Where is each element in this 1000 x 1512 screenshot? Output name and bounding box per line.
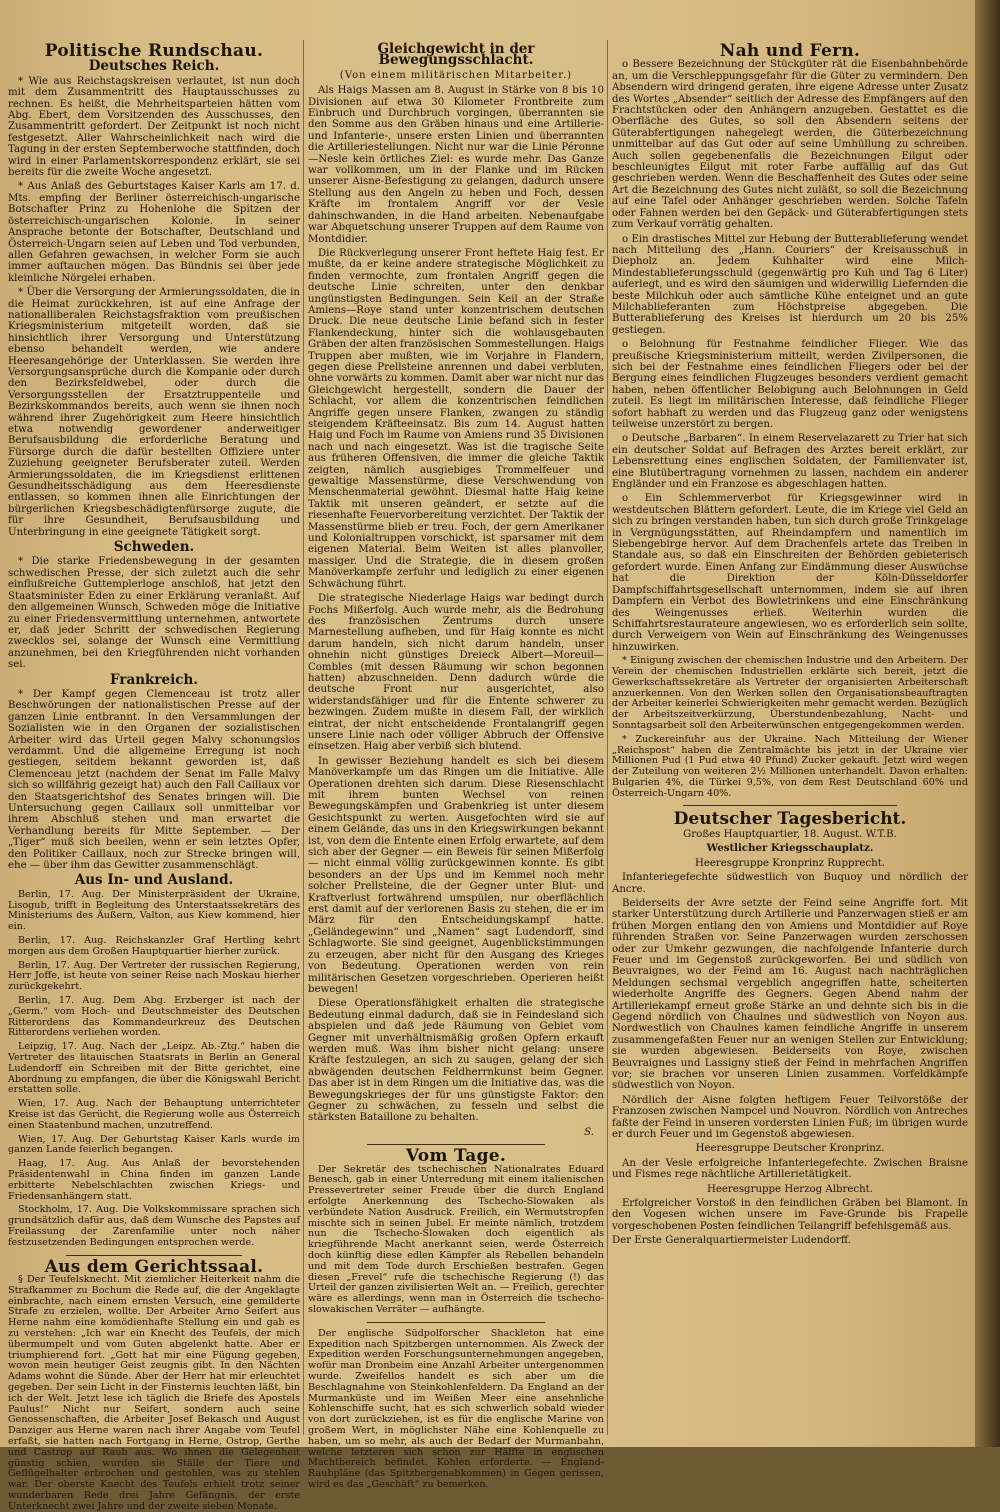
- column-3: [612, 40, 968, 1440]
- news-item: Berlin, 17. Aug. Dem Abg. Erzberger ist nach der „Germ.“ vom Hoch- und Deutschmeister des Deutschen Ritterordens das Kommandeurkreuz des Deutschen Ritterordens verliehen worden.: [8, 995, 300, 1039]
- news-item: Wien, 17. Aug. Der Geburtstag Kaiser Karls wurde im ganzen Lande feierlich begangen.: [8, 1133, 300, 1156]
- article-title-gleichgewicht: Gleichgewicht in der Bewegungsschlacht.: [377, 41, 535, 69]
- article-paragraph: Der Sekretär des tschechischen Nationalrates Eduard Benesch, gab in einer Unterredung mit einem italienischen Pressevertreter seiner Freude über die durch England erfolgte Anerkennung des Tschecho-Slowaken als verbündete Nation Ausdruck. Freilich, ein Wermutstropfen mischte sich in seinen Jubel. Er meinte nämlich, trotzdem nun die Tschecho-Slowaken doch eigentlich als kriegführende Macht anerkannt seien, werde Österreich doch künftig diese edlen Kämpfer als Rebellen behandeln und mit dem Tode durch Erschießen bestrafen. Gegen diesen „Frevel“ rufe die tschechische Regierung (!) das Urteil der ganzen zivilisierten Welt an. — Freilich, gerechter wäre es allerdings, wenn man in Österreich die tschecho-slowakischen Verräter — aufhängte.: [308, 1163, 604, 1315]
- report-paragraph: An der Vesle erfolgreiche Infanteriegefechte. Zwischen Braisne und Fismes rege nächtliche Artillerietätigkeit.: [612, 1157, 968, 1181]
- dateline: Großes Hauptquartier, 18. August. W.T.B.: [683, 828, 897, 840]
- article-paragraph: o Ein Schlemmerverbot für Kriegsgewinner wird in westdeutschen Blättern gefordert. Leute, die im Kriege viel Geld an sich zu bringen verstanden haben, tun sich durch große Trinkgelage in Vergnügungsstätten, auf Rheindampfern und namentlich im Siebengebirge hervor. Auf dem Drachenfels artete das Treiben in Standale aus, so daß ein Einschreiten der Behörden gebieterisch gefordert wurde. Einen Anfang zur Eindämmung dieser Auswüchse hat die Direktion der Köln-Düsseldorfer Dampfschiffahrtsgesellschaft unternommen, indem sie auf ihren Dampfern ein Verbot des Bowletrinkens und eine Einschränkung des Weingenusses erließ. Weiterhin wurden die Schiffahrtsrestaurateure angewiesen, wo es erforderlich sein sollte, durch Verweigern von Wein auf Einschränkung des Weingenusses hinzuwirken.: [612, 493, 968, 653]
- article-paragraph: Der englische Südpolforscher Shackleton hat eine Expedition nach Spitzbergen unternommen. Als Zweck der Expedition werden Forschungsunternehmungen angegeben, wofür man Dronbeim eine Anzahl Arbeiter untergenommen wurde. Zweifellos handelt es sich aber um die Beschlagnahme von Steinkohlenfeldern. Da England an der Murmanküste und im Weißen Meer eine ansehnliche Kohlenschiffe sucht, hat es sich schwerlich sobald wieder von dort zurückziehen, ist es für die englische Marine von großem Wert, in möglichster Nähe eine Kohlenquelle zu haben, um so mehr, als auch der Bedarf der Murmanbahn, welche letzteren sich schon zur Hälfte in englischen Machtbereich befindet. Kohlen erforderte. — England-Raubpläne (das Spitzbergenabkommen) in Gegen gerissen, wird es das „Geschäft“ zu bemerken.: [308, 1327, 604, 1490]
- report-paragraph: Nördlich der Aisne folgten heftigem Feuer Teilvorstöße der Franzosen zwischen Nampcel und Nouvron. Nördlich von Antreches faßte der Feind in unseren vordersten Linien Fuß; im übrigen wurde er durch Feuer und im Gegenstoß abgewiesen.: [612, 1094, 968, 1141]
- column-rule: [303, 40, 304, 1435]
- theater-heading: Westlicher Kriegsschauplatz.: [706, 842, 874, 855]
- news-item: Berlin, 17. Aug. Reichskanzler Graf Hertling kehrt morgen aus dem Großen Hauptquartier hierher zurück.: [8, 935, 300, 957]
- article-paragraph: * Der Kampf gegen Clemenceau ist trotz aller Beschwörungen der nationalistischen Presse auf der ganzen Linie entbrannt. In den Versammlungen der Sozialisten wie in den Organen der sozialistischen Arbeiter wird das Urteil gegen Malvy schonungslos verdammt. Und die allgemeine Erregung ist noch gestiegen, seitdem bekannt geworden ist, daß Clemenceau jetzt (nachdem der Senat im Falle Malvy sich so willfährig gezeigt hat) auch den Fall Caillaux vor den Staatsgerichtshof des Senates bringen will. Die Untersuchung gegen Caillaux soll unmittelbar vor ihrem Abschluß stehen und man erwartet die Verhandlung bereits für Mitte September. — Der „Tiger“ muß sich beeilen, wenn er sein letztes Opfer, den Politiker Caillaux, noch zur Strecke bringen will, ehe — über ihm das Gewitter zusammenschlägt.: [8, 688, 300, 872]
- article-paragraph: o Deutsche „Barbaren“. In einem Reservelazarett zu Trier hat sich ein deutscher Soldat auf Befragen des Arztes bereit erklärt, zur Lebensrettung eines englischen Soldaten, der Familienvater ist, eine Blutübertragung vornehmen zu lassen, nachdem ein anderer Engländer und ein Franzose es abgeschlagen hatten.: [612, 433, 968, 491]
- article-paragraph: o Bessere Bezeichnung der Stückgüter rät die Eisenbahnbehörde an, um die Verschleppungsgefahr für die Güter zu vermindern. Den Absendern wird dringend geraten, ihre eigene Adresse unter Zusatz des Wortes „Absender“ seitlich der Adresse des Empfängers auf den Frachtstücken oder den Anhängern anzugeben. Gestattet es die Oberfläche des Gutes, so soll den Absendern seitens der Güterabfertigungen nahegelegt werden, die Güterbezeichnung unmittelbar auf das Gut oder auf seine Umhüllung zu schreiben. Auch sollen gegebenenfalls die Bezeichnungen Eilgut oder beschleunigtes Eilgut mit roter Farbe auffällig auf das Gut geschrieben werden. Wenn die Beschaffenheit des Gutes oder seine Art die Bezeichnung des Gutes nicht zuläßt, so soll die Bezeichnung auf eine Tafel oder Anhänger geschrieben werden. Solche Tafeln oder Fahnen werden bei den Gepäck- und Güterabfertigungen stets zum Verkauf vorrätig gehalten.: [612, 59, 968, 231]
- section-title-nah-und-fern: Nah und Fern.: [719, 41, 861, 61]
- article-paragraph: Als Haigs Massen am 8. August in Stärke von 8 bis 10 Divisionen auf etwa 30 Kilometer Frontbreite zum Einbruch und Durchbruch vorgingen, überrannten sie den Somme aus den Gräben hinaus und eine Artillerie- und Infanterie-, unsere ersten Linien und überrannten die Artilleriestellungen. Nicht nur war die Linie Péronne—Nesle kein örtliches Ziel: es wurde mehr. Das Ganze war vollkommen, um in der Flanke und im Rücken unserer Aisne-Befestigung zu gelangen, dadurch unsere Stellung aus den Angeln zu heben und Foch, dessen Kräfte im frontalem Angriff vor der Vesle dahinschwanden, in die Hand arbeiten. Nebenaufgabe war Abquetschung unserer Truppen auf dem Raume von Montdidier.: [308, 85, 604, 245]
- article-paragraph: Diese Operationsfähigkeit erhalten die strategische Bedeutung einmal dadurch, daß sie in Feindesland sich abspielen und daß jede Räumung von Gebiet vom Gegner mit unverhältnismäßig großen Opfern erkauft werden muß. Was ihm bisher nicht gelang: unsere Kräfte festzulegen, an sich zu saugen, gelang der sich abwägenden deutschen Feldherrnkunst beim Gegner. Das aber ist in dem Ringen um die Initiative das, was die Bewegungskrieges der für uns günstigste Faktor: den Gegner zu schwächen, zu fesseln und selbst die stärksten Bataillone zu behalten.: [308, 998, 604, 1124]
- army-group-heading: Heeresgruppe Herzog Albrecht.: [706, 1183, 873, 1195]
- news-item: Berlin, 17. Aug. Der Ministerpräsident der Ukraine, Lisogub, trifft in Begleitung des Unterstaatssekretärs des Ministeriums des Äußern, Valton, aus Kiew kommend, hier ein.: [8, 888, 300, 933]
- section-title-gerichtssaal: Aus dem Gerichtssaal.: [44, 1256, 264, 1277]
- page-binding-edge: [975, 0, 1000, 1447]
- divider: [683, 805, 897, 806]
- divider: [367, 1144, 545, 1145]
- army-group-heading: Heeresgruppe Kronprinz Rupprecht.: [694, 857, 886, 869]
- section-title-tagesbericht: Deutscher Tagesbericht.: [673, 809, 907, 830]
- subsection-frankreich: Frankreich.: [110, 671, 198, 688]
- report-paragraph: Infanteriegefechte südwestlich von Buquoy und nördlich der Ancre.: [612, 872, 968, 895]
- article-paragraph: In gewisser Beziehung handelt es sich bei diesem Manöverkampfe um das Ringen um die Initiative. Alle Operationen drehten sich darum. Diese Riesenschlacht mit ihrem bunten Wechsel von reinen Bewegungskämpfen und Grabenkrieg ist unter diesem Gesichtspunkt zu werten. Ausgefochten wird sie auf einem Gelände, das uns in den Kriegswirkungen bekannt ist, von dem die Entente einen Erfolg erwartete, auf dem sich aber der Gegner — ein Beweis für seinen Mißerfolg — nicht einmal völlig zurückgewinnen konnte. Es gibt besonders an der Ups und im Kemmel noch mehr solcher Prellsteine, die der Gegner unter Blut- und Kraftverlust fortwährend umspülen, nur oberflächlich erst damit auf der verlorenen Basis zu stehen, die er im März für den Entscheidungskampf hatte. „Geländegewinn“ und „Namen“ sagt Ludendorff, sind Schlagworte. Sie sind geeignet, Augenblickstimmungen zu erzeugen, aber nicht für den Ausgang des Krieges von Bedeutung. Operationen werden von rein militärischen Gesetzen vorgeschrieben. Operieren heißt bewegen!: [308, 755, 604, 995]
- article-paragraph: * Einigung zwischen der chemischen Industrie und den Arbeitern. Der Verein der chemischen Industriellen erklärte sich bereit, jetzt die Gewerkschaftssekretäre als Vertreter der organisierten Arbeiterschaft anzuerkennen. Von den Werken sollen den Organisationsbeauftragten der Arbeiter keinerlei Schwierigkeiten mehr gemacht werden. Bezüglich der Arbeitszeitverkürzung, Überstundenbezahlung, Nacht- und Sonntagsarbeit soll den Arbeiterwünschen entgegengekommen werden.: [612, 655, 968, 731]
- article-paragraph: * Aus Anlaß des Geburtstages Kaiser Karls am 17. d. Mts. empfing der Berliner österreichisch-ungarische Botschafter Prinz zu Hohenlohe die Spitzen der österreichisch-ungarischen Kolonie. In seiner Ansprache betonte der Botschafter, Deutschland und Österreich-Ungarn seien auf Leben und Tod verbunden, allen Gefahren gewachsen, in welcher Form sie auch immer auftauchen mögen. Das Bündnis sei über jede kleinliche Nörgelei erhaben.: [8, 181, 300, 284]
- section-title-vom-tage: Vom Tage.: [405, 1146, 507, 1167]
- article-paragraph: o Ein drastisches Mittel zur Hebung der Butterablieferung wendet nach Mitteilung des „Hann. Couriers“ der Kreisausschuß in Diepholz an. Jedem Kuhhalter wird eine Milch-Mindestablieferungsschuld (gegenwärtig pro Kuh und Tag 6 Liter) auferlegt, und es wird den säumigen und widerwillig Liefernden die beste Milchkuh oder auch sämtliche Kühe enteignet und an gute Milchablieferanten zum Höchstpreise abgegeben. Die Butterablieferung des Kreises ist hierdurch um 20 bis 25% gestiegen.: [612, 233, 968, 336]
- report-paragraph: Beiderseits der Avre setzte der Feind seine Angriffe fort. Mit starker Unterstützung durch Artillerie und Panzerwagen stieß er am frühen Morgen entlang den von Amiens und Montdidier auf Roye führenden Straßen vor. Seine Panzerwagen wurden zerschossen oder zur Umkehr gezwungen, die nachfolgende Infanterie durch Feuer und im Gegenstoß zurückgeworfen. Bei und südlich von Beuvraignes, wo der Feind am 16. August nach nachträglichen Meldungen sechsmal vergeblich angegriffen hatte, scheiterten wiederholte Angriffe des Gegners. Gegen Abend nahm der Artilleriekampf erneut große Stärke an und dehnte sich bis in die Gegend nördlich von Chaulnes und südwestlich von Noyon aus. Nordwestlich von Chaulnes kamen feindliche Angriffe in unserem zusammengefaßten Feuer nur an wenigen Stellen zur Entwicklung; sie wurden abgewiesen. Beiderseits von Roye, zwischen Beuvraignes und Lassigny stieß der Feind in mehrfachen Angriffen vor; sie brachen vor unseren Linien zusammen. Vorfeldkämpfe südwestlich von Noyon.: [612, 897, 968, 1092]
- subsection-deutsches-reich: Deutsches Reich.: [88, 58, 220, 75]
- article-paragraph: § Der Teufelsknecht. Mit ziemlicher Heiterkeit nahm die Strafkammer zu Bochum die Rede auf, die der Angeklagte einbrachte, nach einem ernsten Versuch, eine gemilderte Strafe zu erzielen, wollte. Der Arbeiter Arno Seifert aus Herne nahm eine komödienhafte Stellung ein und gab es zu verstehen: „Ich war ein Knecht des Teufels, der mich übermumpelt und vom Guten abgelenkt hatte. Aber er triumphierend fort. „Gott hat mir eine Fügung gegeben, wovon mein heutiger Geist zeugnis gibt. In den Nächten Adams wohnt die Sünde. Aber der Herr hat mir erleuchtet gegeben. Der sein Licht in der Finsternis leuchten läßt, bin ich der Welt. Jetzt lese ich täglich die Briefe des Apostels Paulus!“ Nicht nur Seifert, sondern auch seine Genossenschaften, die Arbeiter Josef Bekasch und August Danziger aus Herne waren nach ihrer Angabe vom Teufel erfaßt, sie hatten nach Fortgang in Herne, Ostrop, Gerthe und Castrop auf Raub aus. Wo ihnen die Gelegenheit günstig schien, wurden sie Ställe der Tiere und Geflügelhalter erbrochen und gestohlen, was zu stehlen war. Der oberste Knecht des Teufels erhielt trotz seiner wunderbaren Rede drei Jahre Gefängnis, der erste Unterknecht zwei Jahre und der zweite sieben Monate.: [8, 1273, 300, 1512]
- article-paragraph: Die Rückverlegung unserer Front heftete Haig fest. Er mußte, da er keine andere strategische Möglichkeit zu finden vermochte, zum frontalen Angriff gegen die deutsche Linie schreiten, unter den denkbar ungünstigsten Bedingungen. Sein Keil an der Straße Amiens—Roye stand unter konzentrischem deutschen Druck. Die neue deutsche Linie befand sich in fester Flankendeckung, hinter sich die wohlausgebauten Gräben der alten französischen Sommestellungen. Haigs Truppen aber mußten, wie im Vorjahre in Flandern, gegen diese Prellsteine anrennen und dabei verbluten, ohne vorwärts zu kommen. Damit aber war nicht nur das Gleichgewicht hergestellt, sondern die Dauer der Schlacht, vor allem die konzentrischen feindlichen Angriffe gegen unsere Flanken, zwangen zu ständig steigendem Kräfteeinsatz. Bis zum 14. August hatten Haig und Foch im Raume von Amiens rund 35 Divisionen nach und nach eingesetzt. Was ist die tragische Seite aus früheren Offensiven, die immer die gleiche Taktik zeigten, nämlich ausgiebiges Trommelfeuer und gewaltige Massenstürme, diese Verschwendung von Menschenmaterial gewöhnt. Diesmal hatte Haig keine Taktik mit unseren geändert, er setzte auf die riesenhafte Feuervorbereitung verzichtet. Der Taktik der Massenstürme blieb er treu. Foch, der gern Amerikaner und Kolonialtruppen vorschickt, ist sparsamer mit dem eigenen Material. Beim Weiten ist alles planvoller, massiger. Und die Strategie, die in diesem großen Manöverkampfe zerfuhr und lediglich zu einer eigenen Schwächung führt.: [308, 247, 604, 590]
- column-rule: [607, 40, 608, 1435]
- report-paragraph: Erfolgreicher Vorstoß in den feindlichen Gräben bei Blamont. In den Vogesen wichen unsere im Fave-Grunde bis Frapelle vorgeschobenen Posten feindlichen Teilangriff befehlsgemäß aus.: [612, 1198, 968, 1232]
- article-paragraph: Die strategische Niederlage Haigs war bedingt durch Fochs Mißerfolg. Auch wurde mehr, als die Bedrohung des französischen Zentrums durch unsere Marnestellung aufheben, und für Haig konnte es nicht darum handeln, sich nicht darum handeln, unser ohnehin nicht günstiges Dreieck Albert—Moreuil—Combles (mit dessen Räumung wir schon begonnen hatten) abzuschneiden. Denn dadurch würde die deutsche Front nur ausgerichtet, also widerstandsfähiger und für die Entente schwerer zu bezwingen. Zudem mußte in diesem Fall, der wirklich eintrat, der nicht entscheidende Frontalangriff gegen unsere Linie nach oder völliger Abbruch der Offensive einsetzen. Haig aber verbiß sich blutend.: [308, 593, 604, 753]
- column-1: [8, 40, 300, 1512]
- article-paragraph: * Über die Versorgung der Armierungssoldaten, die in die Heimat zurückkehren, ist auf eine Anfrage der nationalliberalen Reichstagsfraktion vom preußischen Kriegsministerium mitgeteilt worden, daß sie hinsichtlich ihrer Versorgung und Unterstützung ebenso behandelt werden, wie andere Heeresangehörige der Unterklassen. Sie werden ihre Versorgungsansprüche durch die Kompanie oder durch den Bezirksfeldwebel, oder durch die Versorgungsstellen der Ersatztruppenteile und Bezirkskommandos bereits, auch wenn sie ihnen noch während ihrer Zugehörigkeit zum Heere hinsichtlich etwa notwendig gewordener anderweitiger Berufsausbildung die erforderliche Beratung und Fürsorge durch die dafür bestellten Offiziere unter Zuziehung geeigneter Berufsberater zuteil. Werden Armierungssoldaten, die im Kriegsdienst erlittenen Gesundheitsschädigung aus dem Heeresdienste entlassen, so kommen ihnen alle Einrichtungen der bürgerlichen Kriegsbeschädigtenfürsorge zugute, die für ihre Gesundheit, Berufsausbildung und Unterbringung in eine geeignete Tätigkeit sorgt.: [8, 287, 300, 538]
- article-paragraph: * Die starke Friedensbewegung in der gesamten schwedischen Presse, der sich zuletzt auch die sehr einflußreiche Guttemplerloge anschloß, hat jetzt den Staatsminister Eden zu einer Erklärung veranlaßt. Auf den allgemeinen Wunsch, Schweden möge die Initiative zu einer Friedensvermittlung unternehmen, antwortete er, daß jeder Schritt der schwedischen Regierung zwecklos sei, solange der Wunsch eine Vermittlung anzunehmen, bei den Kriegführenden nicht vorhanden sei.: [8, 556, 300, 671]
- divider: [66, 1255, 241, 1256]
- news-item: Stockholm, 17. Aug. Die Volkskommissare sprachen sich grundsätzlich dafür aus, daß dem Wunsche des Papstes auf Freilassung der Zarenfamilie unter noch näher festzusetzenden Bedingungen entsprochen werde.: [8, 1204, 300, 1248]
- news-item: Haag, 17. Aug. Aus Anlaß der bevorstehenden Präsidentenwahl in China finden im ganzen Lande erbitterte Nebelschlachten zwischen Kriegs- und Friedensanhängern statt.: [8, 1158, 300, 1202]
- author-signature: S.: [584, 1126, 594, 1138]
- subsection-in-und-ausland: Aus In- und Ausland.: [74, 872, 234, 889]
- article-paragraph: * Wie aus Reichstagskreisen verlautet, ist nun doch mit dem Zusammentritt des Hauptausschusses zu rechnen. Es heißt, die Mehrheitsparteien hätten vom Abg. Ebert, dem Vorsitzenden des Ausschusses, den Zusammentritt gefordert. Der Zeitpunkt ist noch nicht festgesetzt. Aller Wahrscheinlichkeit nach wird die Tagung in der ersten Septemberwoche stattfinden, doch wird in einer Parlamentskorrespondenz erklärt, sie sei bereits für die zweite Woche angesetzt.: [8, 75, 300, 179]
- news-item: Berlin, 17. Aug. Der Vertreter der russischen Regierung, Herr Joffe, ist heute von seiner Reise nach Moskau hierher zurückgekehrt.: [8, 959, 300, 993]
- army-group-heading: Heeresgruppe Deutscher Kronprinz.: [695, 1143, 885, 1155]
- article-byline: (Von einem militärischen Mitarbeiter.): [339, 69, 573, 81]
- news-item: Leipzig, 17. Aug. Nach der „Leipz. Ab.-Ztg.“ haben die Vertreter des litauischen Staatsrats in Berlin an General Ludendorff ein Schreiben mit der Bitte gerichtet, eine Abordnung zu empfangen, die über die Königswahl Bericht erstatten solle.: [8, 1041, 300, 1096]
- section-title-politische-rundschau: Politische Rundschau.: [44, 41, 264, 61]
- report-signature: Der Erste Generalquartiermeister Ludendorff.: [612, 1235, 851, 1247]
- column-2: [308, 40, 604, 1490]
- article-paragraph: * Zuckereinfuhr aus der Ukraine. Nach Mitteilung der Wiener „Reichspost“ haben die Zentralmächte bis jetzt in der Ukraine vier Millionen Pud (1 Pud etwa 40 Pfund) Zucker gekauft. Jetzt wird wegen der Zuteilung von weiteren 2½ Millionen unterhandelt. Davon erhalten: Bulgarien 4%, die Türkei 9,5%, von dem Rest Deutschland 60% und Österreich-Ungarn 40%.: [612, 733, 968, 799]
- news-item: Wien, 17. Aug. Nach der Behauptung unterrichteter Kreise ist das Gerücht, die Regierung wolle aus Österreich einen Staatenbund machen, unzutreffend.: [8, 1098, 300, 1131]
- divider: [367, 1322, 545, 1323]
- article-paragraph: o Belohnung für Festnahme feindlicher Flieger. Wie das preußische Kriegsministerium mitteilt, werden Zivilpersonen, die sich bei der Festnahme eines feindlichen Fliegers oder bei der Bergung eines feindlichen Flugzeuges besonders verdient gemacht haben, neben öffentlicher Belobigung auch Belohnungen in Geld zuteil. Es liegt im militärischen Interesse, daß feindliche Flieger sofort habhaft zu werden und das Flugzeug ganz oder wenigstens teilweise unzerstört zu bergen.: [612, 339, 968, 430]
- subsection-schweden: Schweden.: [113, 539, 195, 556]
